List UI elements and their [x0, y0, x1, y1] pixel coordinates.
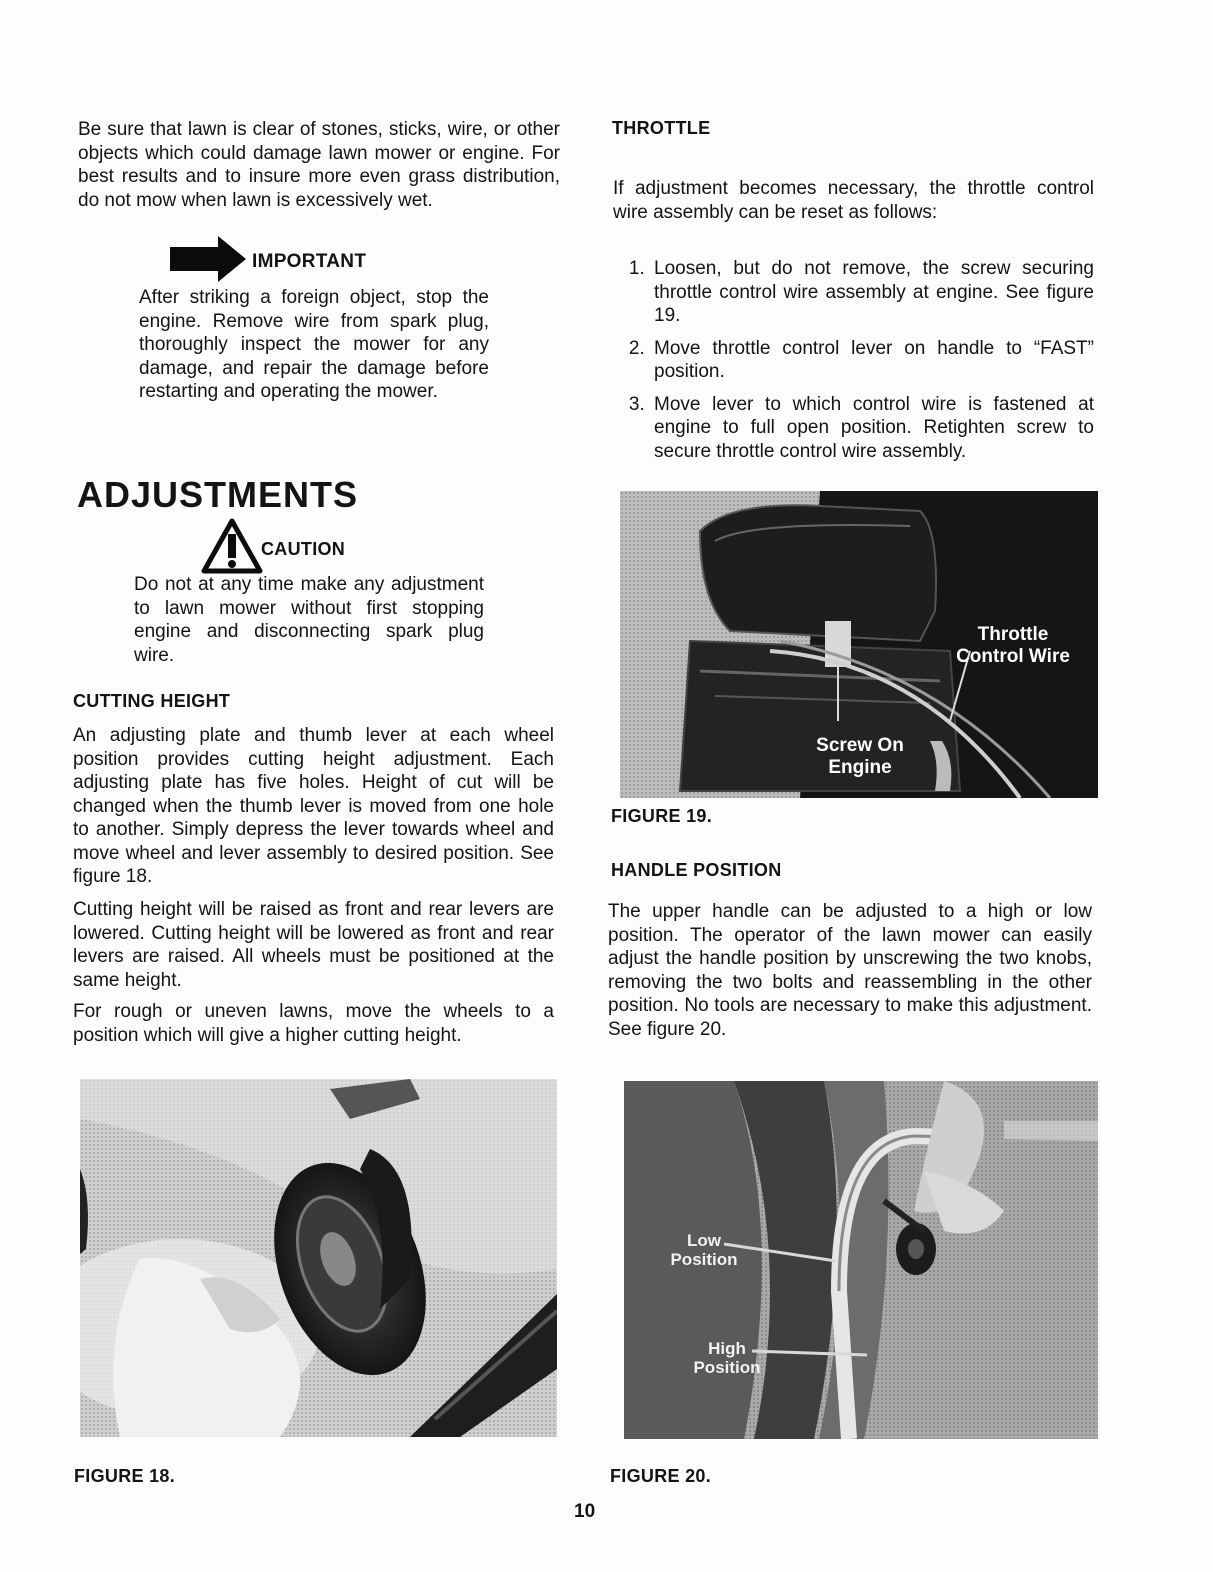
arrow-right-icon	[170, 236, 250, 282]
throttle-step-2: 2. Move throttle control lever on handle to “FAST” position.	[650, 337, 1094, 384]
figure-20-photo	[624, 1081, 1098, 1439]
cutting-height-heading: CUTTING HEIGHT	[73, 691, 231, 711]
cutting-height-paragraph-3: For rough or uneven lawns, move the wheels to a position which will give a higher cutting height.	[73, 1001, 554, 1046]
figure-19-label-screw	[800, 735, 920, 779]
figure-19-label-throttle-line-2: Control Wire	[956, 646, 1070, 667]
figure-19-label-screw-line-1: Screw On	[816, 735, 904, 756]
figure-20-label-low-line-1: Low	[687, 1231, 721, 1250]
throttle-step-3: 3. Move lever to which control wire is fastened at engine to full open position. Retighten screw to secure throttle control wire assembly.	[650, 393, 1094, 464]
cutting-height-paragraph-1: An adjusting plate and thumb lever at each wheel position provides cutting height adjustment. Each adjusting plate has five holes. Height of cut will be changed when the thumb lever is moved from one hole to another. Simply depress the lever towards wheel and move wheel and lever assembly to desired position. See figure 18.	[73, 725, 554, 887]
figure-19-photo	[620, 491, 1098, 798]
handle-position-heading: HANDLE POSITION	[611, 860, 782, 880]
figure-18-photo	[80, 1079, 557, 1437]
figure-19-label-throttle-line-1: Throttle	[977, 624, 1049, 645]
figure-20-label-high	[682, 1339, 772, 1377]
adjustments-title: ADJUSTMENTS	[77, 474, 359, 515]
throttle-steps	[613, 257, 1094, 472]
important-label: IMPORTANT	[252, 251, 367, 272]
figure-18-caption: FIGURE 18.	[74, 1466, 176, 1486]
throttle-step-1: 1. Loosen, but do not remove, the screw securing throttle control wire assembly at engine. See figure 19.	[650, 257, 1094, 328]
figure-20-label-low-line-2: Position	[670, 1250, 738, 1269]
figure-20-label-low	[659, 1231, 749, 1269]
figure-19-label-screw-line-2: Engine	[828, 757, 892, 778]
warning-triangle-icon	[201, 518, 263, 574]
page-number: 10	[574, 1501, 596, 1522]
caution-label: CAUTION	[261, 539, 346, 559]
handle-position-paragraph: The upper handle can be adjusted to a high or low position. The operator of the lawn mower can easily adjust the handle position by unscrewing the two knobs, removing the two bolts and reassembling in the other position. No tools are necessary to make this adjustment. See figure 20.	[608, 901, 1092, 1040]
important-text: After striking a foreign object, stop the engine. Remove wire from spark plug, thoroughly inspect the mower for any damage, and repair the damage before restarting and operating the mower.	[139, 287, 489, 402]
figure-20-label-high-line-1: High	[708, 1339, 746, 1358]
figure-19-label-throttle	[938, 624, 1088, 668]
figure-19-caption: FIGURE 19.	[611, 806, 713, 826]
intro-paragraph: Be sure that lawn is clear of stones, sticks, wire, or other objects which could damage lawn mower or engine. For best results and to insure more even grass distribution, do not mow when lawn is excessively wet.	[78, 119, 560, 211]
caution-text: Do not at any time make any adjustment to lawn mower without first stopping engine and disconnecting spark plug wire.	[134, 574, 484, 666]
figure-20-label-high-line-2: Position	[693, 1358, 761, 1377]
figure-20-caption: FIGURE 20.	[610, 1466, 712, 1486]
cutting-height-paragraph-2: Cutting height will be raised as front and rear levers are lowered. Cutting height will be lowered as front and rear levers are raised. All wheels must be positioned at the same height.	[73, 899, 554, 991]
throttle-intro: If adjustment becomes necessary, the throttle control wire assembly can be reset as follows:	[613, 178, 1094, 223]
throttle-heading: THROTTLE	[612, 118, 711, 138]
